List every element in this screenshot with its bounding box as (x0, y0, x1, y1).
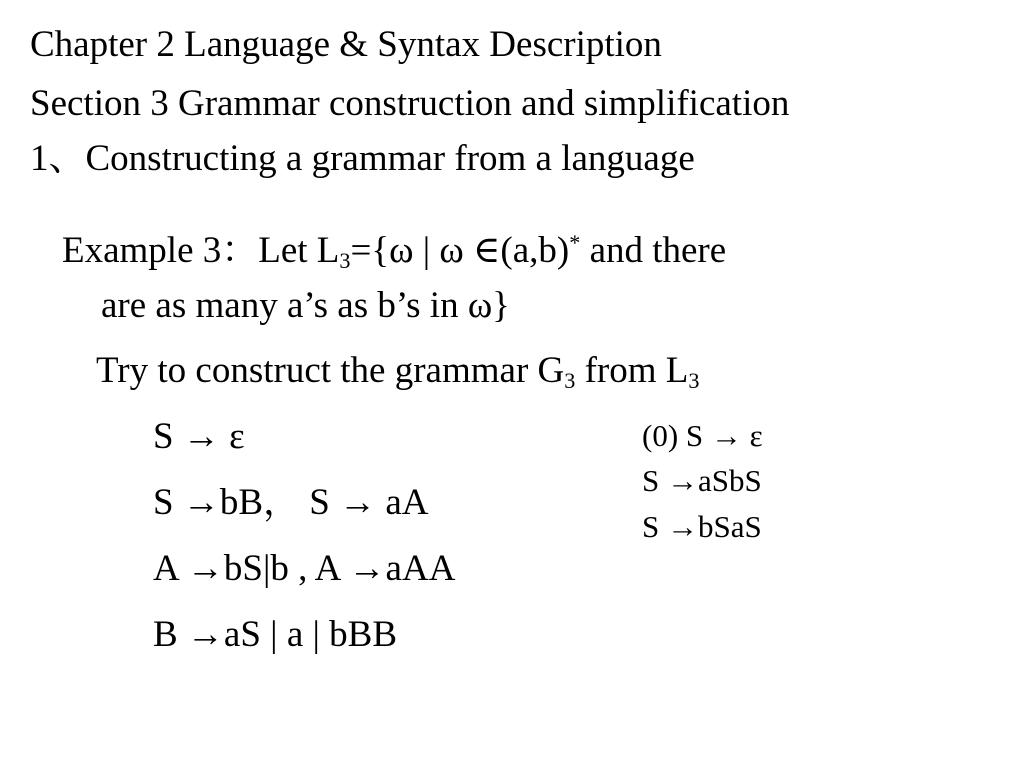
example-set: ={ω | ω ∈(a,b) (350, 230, 570, 271)
example-tail: and there (580, 230, 727, 271)
section-heading: Section 3 Grammar construction and simplification (30, 83, 790, 124)
example-prefix: Example 3：Let L (62, 230, 340, 271)
example-statement-continued: are as many a’s as b’s in ω} (101, 285, 510, 326)
alternative-rule: S →bSaS (642, 509, 762, 544)
grammar-subscript: 3 (564, 368, 576, 394)
alternative-rule: (0) S → ε (642, 418, 763, 453)
chapter-heading: Chapter 2 Language & Syntax Description (30, 24, 662, 65)
production-rule: B →aS | a | bBB (153, 614, 398, 655)
topic-heading: 1、Constructing a grammar from a language (30, 138, 695, 179)
kleene-star: * (569, 229, 581, 255)
production-rule: S →bB， S → aA (153, 482, 429, 523)
production-rule: A →bS|b , A →aAA (153, 548, 456, 589)
task-statement (96, 350, 700, 394)
example-statement (62, 229, 727, 274)
task-text: Try to construct the grammar G (96, 350, 565, 391)
production-rule: S → ε (153, 416, 245, 457)
task-language-subscript: 3 (688, 368, 700, 394)
alternative-rule: S →aSbS (642, 463, 762, 498)
language-subscript: 3 (339, 248, 351, 274)
task-mid: from L (575, 350, 689, 391)
